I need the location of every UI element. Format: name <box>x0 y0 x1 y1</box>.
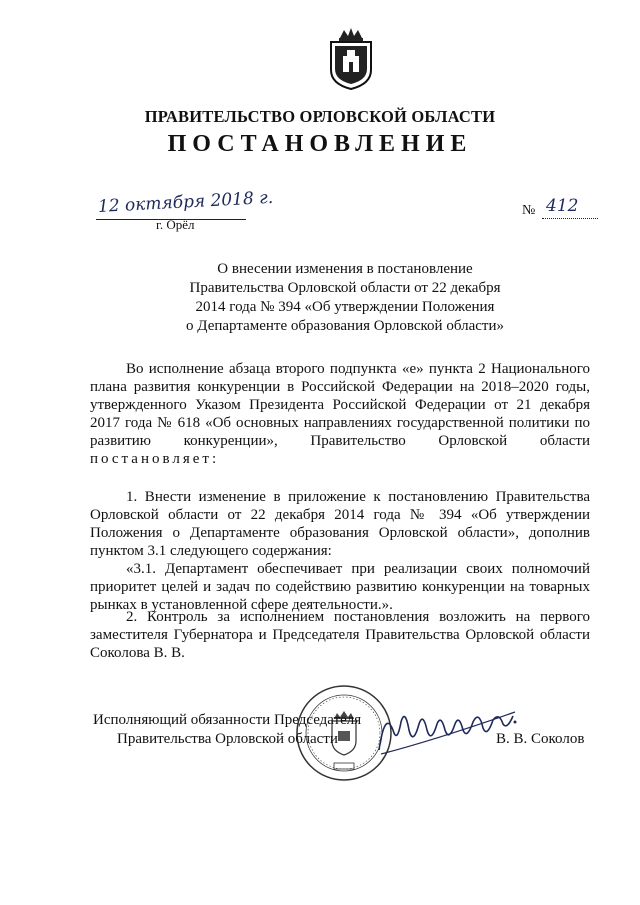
document-title <box>120 260 570 336</box>
resolves-word: постановляет: <box>90 451 220 467</box>
number-label: № <box>522 203 536 218</box>
preamble-text: Во исполнение абзаца второго подпункта «е» пункта 2 Национального плана развития конкуренции в Российской Федерации на 2018–2020 годы, утвержденного Указом Президента Российской Федерации от 21 декабря 2017 года № 618 «Об основных направлениях государственной политики по развитию конкуренции», Правительство Орловской области <box>90 361 590 449</box>
handwritten-signature <box>375 700 520 760</box>
document-type: ПОСТАНОВЛЕНИЕ <box>167 131 473 157</box>
document-date: 12 октября 2018 г. <box>97 187 274 217</box>
title-line: о Департаменте образования Орловской области» <box>186 318 504 334</box>
coat-of-arms-icon <box>326 26 376 90</box>
signatory-position-line-1: Исполняющий обязанности Председателя <box>93 712 362 728</box>
paragraph-preamble <box>90 360 590 468</box>
document-number: 412 <box>546 196 579 216</box>
paragraph-item-1: 1. Внести изменение в приложение к постановлению Правительства Орловской области от 22 декабря 2014 года № 394 «Об утверждении Положения о Департаменте образования Орловской области», дополнив пунктом 3.1 следующего содержания: <box>90 489 590 559</box>
organization-name: ПРАВИТЕЛЬСТВО ОРЛОВСКОЙ ОБЛАСТИ <box>144 107 496 126</box>
signatory-name: В. В. Соколов <box>496 731 585 747</box>
title-line: Правительства Орловской области от 22 декабря <box>189 280 501 296</box>
title-line: 2014 года № 394 «Об утверждении Положения <box>195 299 495 315</box>
number-underline <box>542 218 598 219</box>
signatory-position-line-2: Правительства Орловской области <box>117 731 338 747</box>
paragraph-item-2: 2. Контроль за исполнением постановления возложить на первого заместителя Губернатора и Председателя Правительства Орловской области Соколова В. В. <box>90 609 590 661</box>
paragraph-quote: «3.1. Департамент обеспечивает при реализации своих полномочий приоритет целей и задач по содействию развитию конкуренции на товарных рынках в установленной сфере деятельности.». <box>90 561 590 613</box>
title-line: О внесении изменения в постановление <box>217 261 473 277</box>
document-city: г. Орёл <box>156 217 195 232</box>
